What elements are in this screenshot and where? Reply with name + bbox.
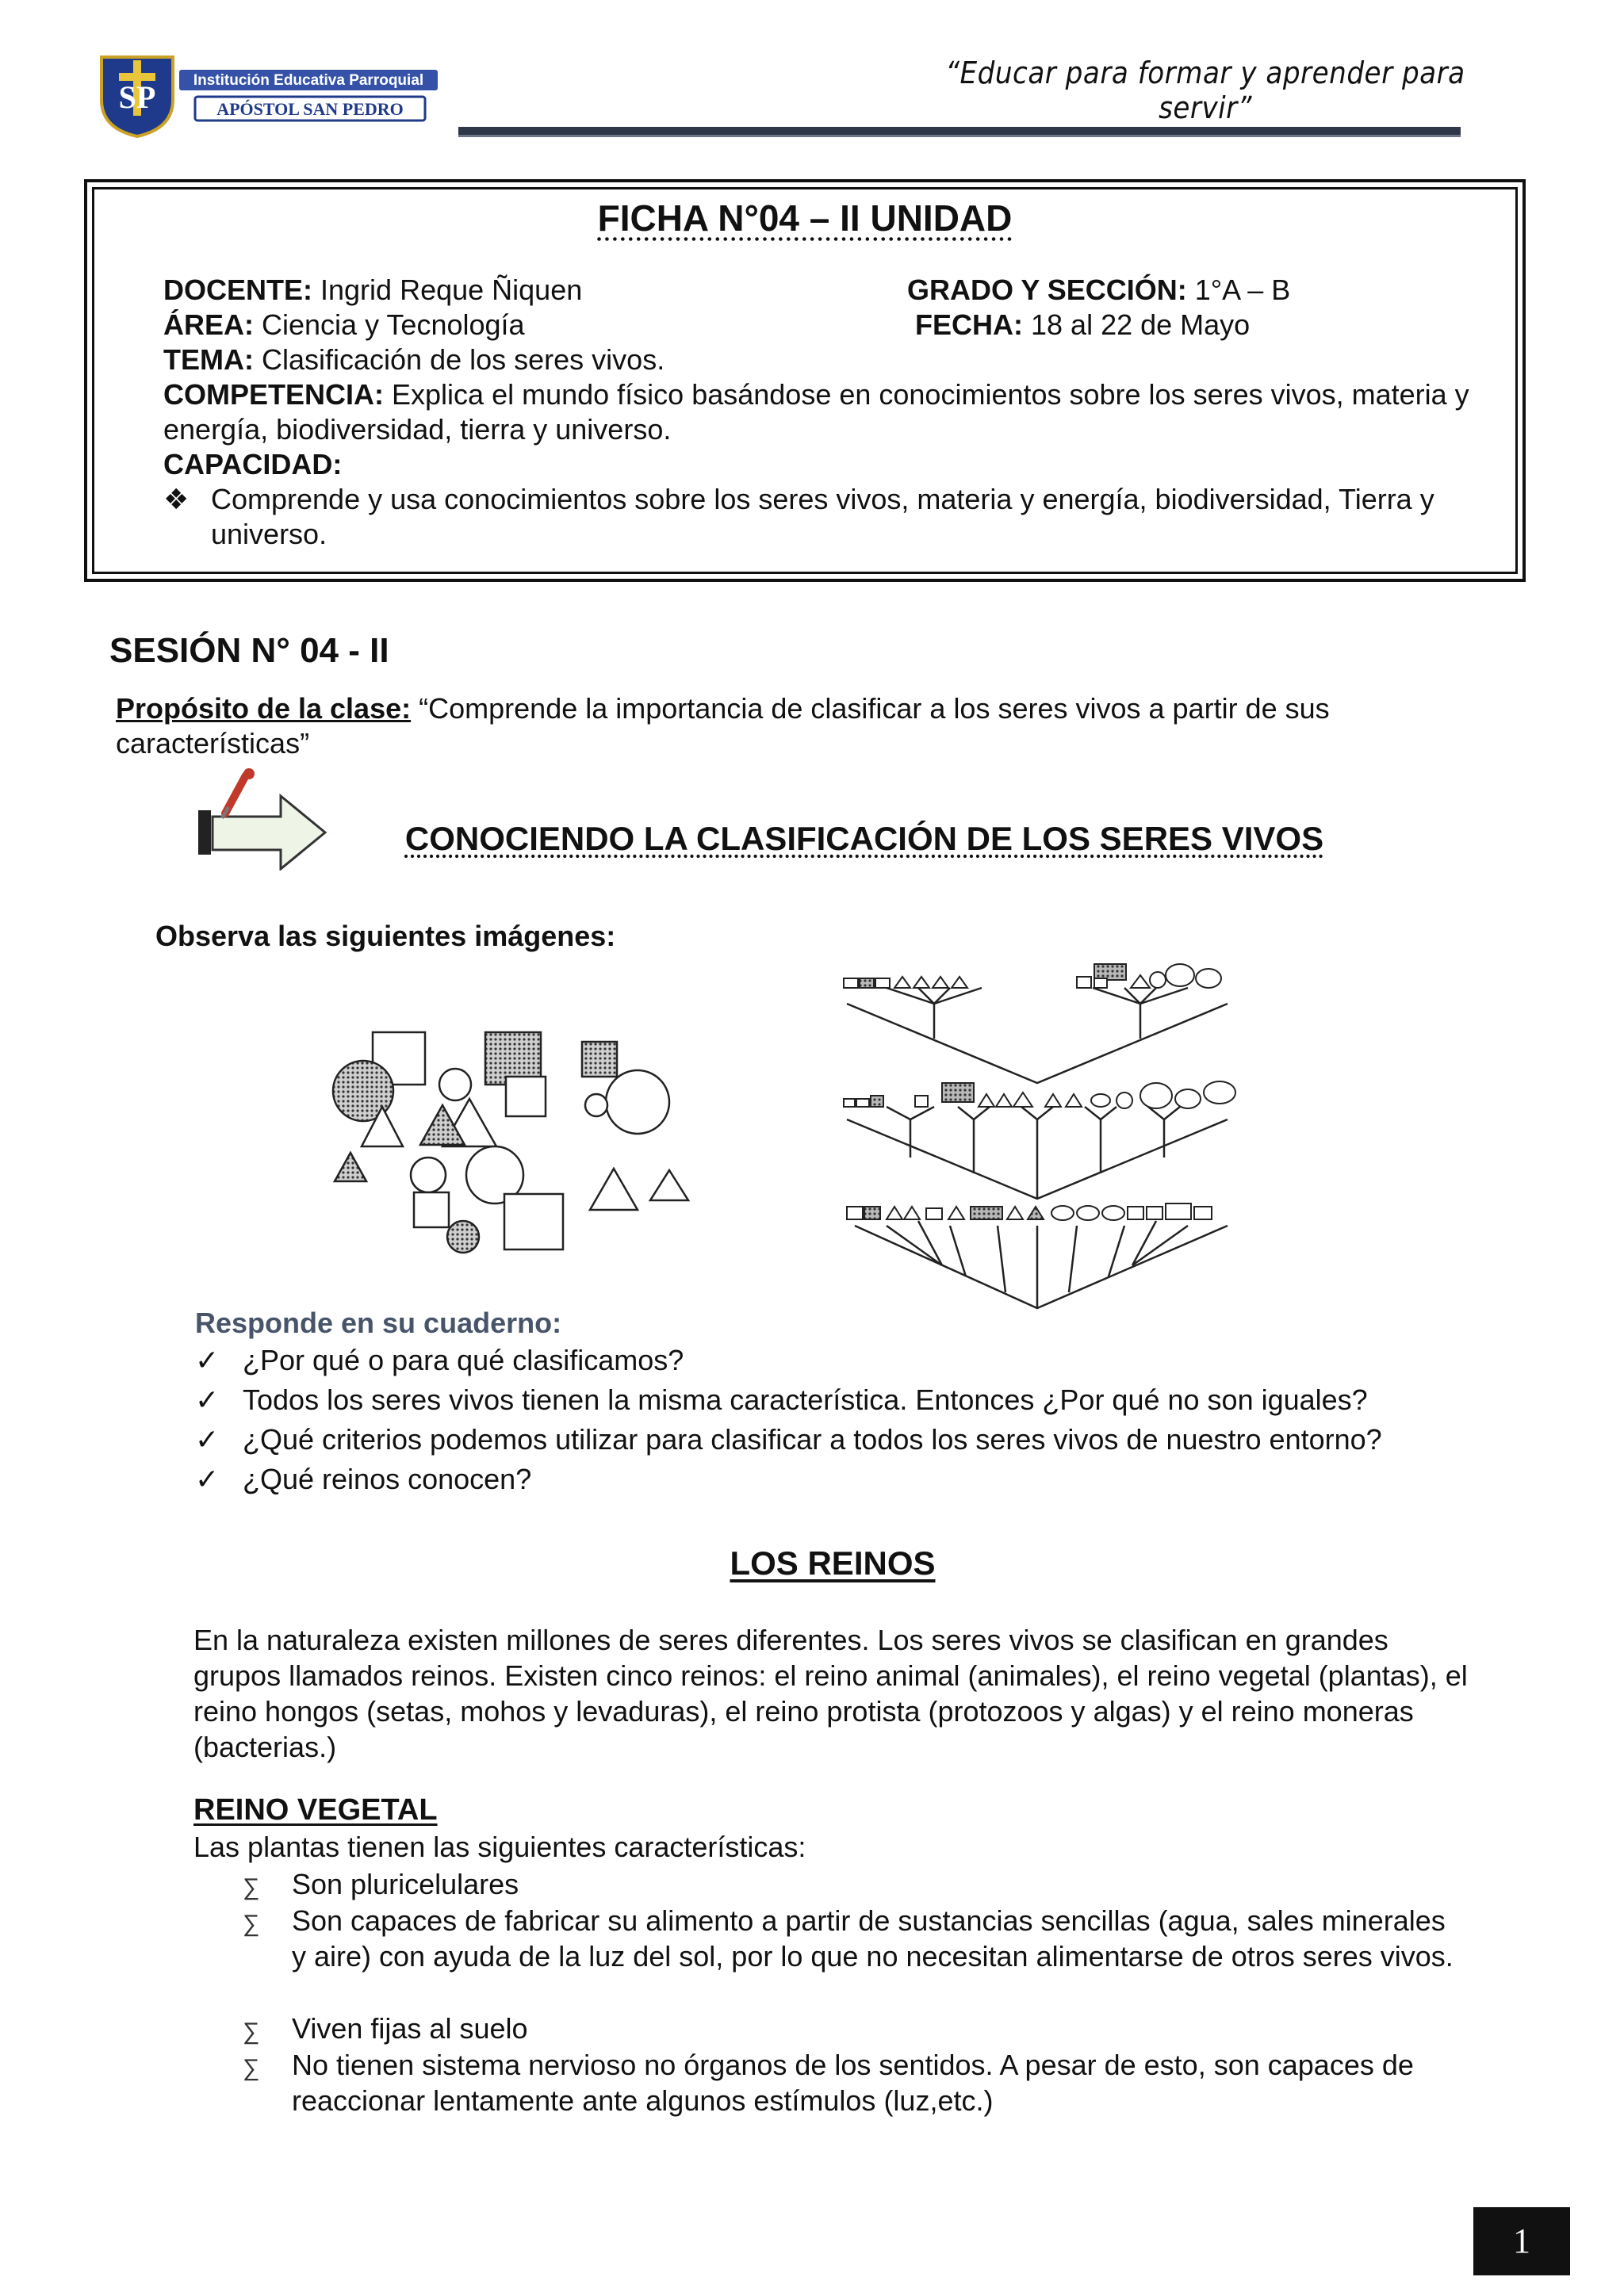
observe-instruction: Observa las siguientes imágenes: [155,920,616,952]
question-item: ✓ ¿Por qué o para qué clasificamos? [195,1344,684,1376]
checkmark-icon: ✓ [195,1423,220,1456]
section-title: CONOCIENDO LA CLASIFICACIÓN DE LOS SERES VIVOS [404,820,1324,857]
diamond-bullet-icon: ❖ [163,483,190,515]
list-item: ∑ Viven fijas al suelo [243,2011,1464,2046]
header-divider [458,127,1461,137]
respond-heading: Responde en su cuaderno: [195,1307,562,1339]
page-number: 1 [1473,2207,1570,2275]
sigma-bullet-icon: ∑ [243,1874,260,1900]
unsorted-shapes-illustration [327,970,723,1272]
classification-tree-illustration [839,959,1243,1316]
fecha-field: FECHA: 18 al 22 de Mayo [915,308,1251,341]
checkmark-icon: ✓ [195,1344,220,1376]
checkmark-icon: ✓ [195,1463,220,1495]
school-motto: “Educar para formar y aprender para servir” [945,55,1465,125]
sigma-bullet-icon: ∑ [243,2055,260,2081]
svg-text:APÓSTOL SAN PEDRO: APÓSTOL SAN PEDRO [216,99,404,119]
capacidad-label: CAPACIDAD: [163,448,343,480]
question-item: ✓ ¿Qué criterios podemos utilizar para clasificar a todos los seres vivos de nuestro entorno? [195,1423,1382,1456]
worksheet-title: FICHA N°04 – II UNIDAD [597,197,1013,239]
school-logo [94,52,442,140]
reino-vegetal-intro: Las plantas tienen las siguientes características: [193,1831,806,1863]
pencil-arrow-icon [193,767,330,871]
question-item: ✓ Todos los seres vivos tienen la misma característica. Entonces ¿Por qué no son iguales? [195,1383,1368,1416]
capacidad-item: ❖ Comprende y usa conocimientos sobre los seres vivos, materia y energía, biodiversidad, Tierra y universo. [163,483,1434,550]
class-purpose: Propósito de la clase: “Comprende la importancia de clasificar a los seres vivos a partir de sus características” [116,692,1330,760]
list-item: ∑ Son capaces de fabricar su alimento a partir de sustancias sencillas (agua, sales minerales y aire) con ayuda de la luz del sol, por lo que no necesitan alimentarse de otros seres vivos. [243,1904,1454,1973]
checkmark-icon: ✓ [195,1383,220,1416]
docente-field: DOCENTE: Ingrid Reque Ñiquen [163,274,583,306]
reinos-heading: LOS REINOS [730,1544,936,1582]
competencia-field: COMPETENCIA: Explica el mundo físico basándose en conocimientos sobre los seres vivos, materia y energía, biodiversidad, tierra y universo. [163,378,1469,446]
svg-text:Institución Educativa Parroqui: Institución Educativa Parroquial [193,72,424,89]
reinos-paragraph: En la naturaleza existen millones de seres diferentes. Los seres vivos se clasifican en grandes grupos llamados reinos. Existen cinco reinos: el reino animal (animales), el reino vegetal (plantas), el reino hongos (setas, mohos y levaduras), el reino protista (protozoos y algas) y el reino moneras (bacterias.) [193,1624,1468,1763]
question-item: ✓ ¿Qué reinos conocen? [195,1463,532,1495]
sigma-bullet-icon: ∑ [243,1911,260,1937]
area-field: ÁREA: Ciencia y Tecnología [163,308,525,341]
info-box [84,179,1526,582]
sigma-bullet-icon: ∑ [243,2019,260,2045]
list-item: ∑ No tienen sistema nervioso no órganos de los sentidos. A pesar de esto, son capaces de reaccionar lentamente ante algunos estímulos (luz,etc.) [243,2049,1414,2117]
list-item: ∑ Son pluricelulares [243,1866,1464,1902]
tema-field: TEMA: Clasificación de los seres vivos. [163,343,665,376]
grado-field: GRADO Y SECCIÓN: 1°A – B [907,274,1291,306]
svg-text:SP: SP [118,79,156,115]
reino-vegetal-heading: REINO VEGETAL [193,1793,438,1827]
session-title: SESIÓN N° 04 - II [109,631,389,670]
